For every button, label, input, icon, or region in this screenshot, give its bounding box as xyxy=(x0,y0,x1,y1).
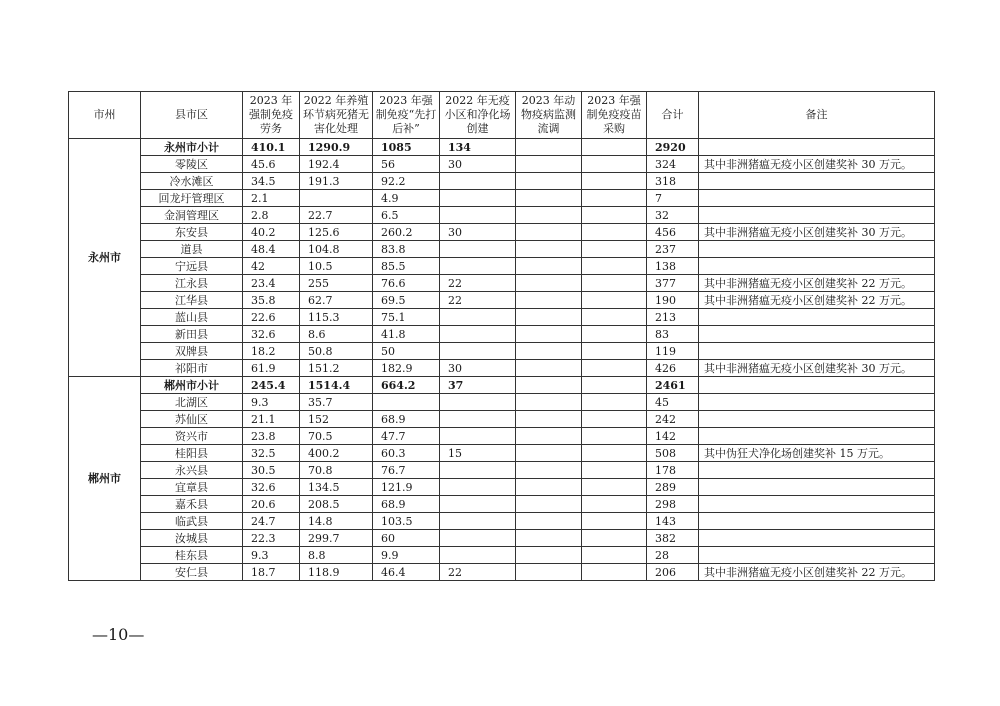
value-cell: 60 xyxy=(373,530,440,547)
value-cell: 35.8 xyxy=(243,292,300,309)
value-cell: 22 xyxy=(440,564,516,581)
table-row xyxy=(69,360,935,377)
value-cell: 22.6 xyxy=(243,309,300,326)
table-row xyxy=(69,258,935,275)
value-cell xyxy=(440,207,516,224)
table-row xyxy=(69,156,935,173)
value-cell xyxy=(516,428,582,445)
county-cell: 蓝山县 xyxy=(141,309,243,326)
table-row xyxy=(69,275,935,292)
value-cell: 2.1 xyxy=(243,190,300,207)
note-cell xyxy=(699,258,935,275)
value-cell: 32.6 xyxy=(243,326,300,343)
column-header: 2023 年强制免疫疫苗采购 xyxy=(582,92,647,139)
value-cell: 32.6 xyxy=(243,479,300,496)
value-cell xyxy=(516,275,582,292)
county-cell: 回龙圩管理区 xyxy=(141,190,243,207)
value-cell xyxy=(582,241,647,258)
value-cell: 22.3 xyxy=(243,530,300,547)
table-row xyxy=(69,462,935,479)
value-cell: 22.7 xyxy=(300,207,373,224)
value-cell: 35.7 xyxy=(300,394,373,411)
value-cell xyxy=(582,479,647,496)
column-header: 2023 年强制免疫“先打后补” xyxy=(373,92,440,139)
value-cell: 32.5 xyxy=(243,445,300,462)
value-cell: 50 xyxy=(373,343,440,360)
value-cell xyxy=(516,513,582,530)
subtotal-row xyxy=(69,139,935,156)
column-header: 2023 年强制免疫劳务 xyxy=(243,92,300,139)
value-cell xyxy=(516,377,582,394)
value-cell xyxy=(516,462,582,479)
county-cell: 祁阳市 xyxy=(141,360,243,377)
value-cell: 40.2 xyxy=(243,224,300,241)
value-cell xyxy=(516,241,582,258)
note-cell: 其中伪狂犬净化场创建奖补 15 万元。 xyxy=(699,445,935,462)
value-cell: 190 xyxy=(647,292,699,309)
value-cell xyxy=(440,326,516,343)
value-cell: 34.5 xyxy=(243,173,300,190)
county-cell: 资兴市 xyxy=(141,428,243,445)
value-cell: 260.2 xyxy=(373,224,440,241)
value-cell: 30 xyxy=(440,156,516,173)
note-cell: 其中非洲猪瘟无疫小区创建奖补 30 万元。 xyxy=(699,156,935,173)
value-cell: 410.1 xyxy=(243,139,300,156)
table-row xyxy=(69,241,935,258)
county-cell: 宁远县 xyxy=(141,258,243,275)
table-body xyxy=(69,139,935,581)
table-row xyxy=(69,564,935,581)
value-cell: 30.5 xyxy=(243,462,300,479)
note-cell: 其中非洲猪瘟无疫小区创建奖补 22 万元。 xyxy=(699,564,935,581)
value-cell: 62.7 xyxy=(300,292,373,309)
value-cell: 6.5 xyxy=(373,207,440,224)
value-cell: 8.6 xyxy=(300,326,373,343)
value-cell: 191.3 xyxy=(300,173,373,190)
value-cell xyxy=(440,530,516,547)
value-cell: 151.2 xyxy=(300,360,373,377)
value-cell: 22 xyxy=(440,275,516,292)
value-cell: 1514.4 xyxy=(300,377,373,394)
value-cell xyxy=(516,292,582,309)
table-row xyxy=(69,309,935,326)
value-cell: 237 xyxy=(647,241,699,258)
value-cell: 85.5 xyxy=(373,258,440,275)
value-cell xyxy=(516,139,582,156)
value-cell xyxy=(582,411,647,428)
value-cell xyxy=(582,547,647,564)
value-cell: 456 xyxy=(647,224,699,241)
value-cell: 24.7 xyxy=(243,513,300,530)
table-row xyxy=(69,207,935,224)
value-cell: 45.6 xyxy=(243,156,300,173)
county-cell: 永州市小计 xyxy=(141,139,243,156)
value-cell: 508 xyxy=(647,445,699,462)
value-cell xyxy=(582,445,647,462)
note-cell xyxy=(699,428,935,445)
value-cell: 213 xyxy=(647,309,699,326)
value-cell: 70.5 xyxy=(300,428,373,445)
value-cell: 75.1 xyxy=(373,309,440,326)
value-cell: 242 xyxy=(647,411,699,428)
value-cell: 48.4 xyxy=(243,241,300,258)
value-cell: 289 xyxy=(647,479,699,496)
table-row xyxy=(69,173,935,190)
page-number: —10— xyxy=(92,625,145,644)
county-cell: 临武县 xyxy=(141,513,243,530)
county-cell: 嘉禾县 xyxy=(141,496,243,513)
value-cell: 21.1 xyxy=(243,411,300,428)
note-cell xyxy=(699,411,935,428)
city-cell: 永州市 xyxy=(69,139,141,377)
value-cell xyxy=(582,462,647,479)
value-cell: 45 xyxy=(647,394,699,411)
value-cell xyxy=(516,343,582,360)
value-cell xyxy=(440,428,516,445)
value-cell xyxy=(516,479,582,496)
value-cell: 8.8 xyxy=(300,547,373,564)
value-cell: 23.8 xyxy=(243,428,300,445)
value-cell: 20.6 xyxy=(243,496,300,513)
value-cell xyxy=(516,394,582,411)
value-cell: 23.4 xyxy=(243,275,300,292)
table-row xyxy=(69,479,935,496)
note-cell xyxy=(699,139,935,156)
table-header xyxy=(69,92,935,139)
note-cell: 其中非洲猪瘟无疫小区创建奖补 22 万元。 xyxy=(699,292,935,309)
value-cell: 142 xyxy=(647,428,699,445)
value-cell xyxy=(440,258,516,275)
value-cell: 2461 xyxy=(647,377,699,394)
value-cell: 245.4 xyxy=(243,377,300,394)
value-cell xyxy=(582,173,647,190)
value-cell: 125.6 xyxy=(300,224,373,241)
value-cell: 377 xyxy=(647,275,699,292)
table-row xyxy=(69,496,935,513)
column-header: 2022 年无疫小区和净化场创建 xyxy=(440,92,516,139)
column-header: 市州 xyxy=(69,92,141,139)
value-cell xyxy=(440,513,516,530)
value-cell xyxy=(516,258,582,275)
county-cell: 桂东县 xyxy=(141,547,243,564)
value-cell xyxy=(440,309,516,326)
value-cell xyxy=(516,547,582,564)
value-cell xyxy=(582,190,647,207)
value-cell: 76.7 xyxy=(373,462,440,479)
value-cell: 426 xyxy=(647,360,699,377)
table-row xyxy=(69,530,935,547)
county-cell: 汝城县 xyxy=(141,530,243,547)
value-cell: 134 xyxy=(440,139,516,156)
value-cell xyxy=(516,173,582,190)
value-cell: 9.3 xyxy=(243,547,300,564)
value-cell: 92.2 xyxy=(373,173,440,190)
value-cell xyxy=(440,479,516,496)
table-row xyxy=(69,411,935,428)
value-cell: 7 xyxy=(647,190,699,207)
table-row xyxy=(69,428,935,445)
value-cell: 318 xyxy=(647,173,699,190)
note-cell xyxy=(699,513,935,530)
column-header: 2023 年动物疫病监测流调 xyxy=(516,92,582,139)
county-cell: 新田县 xyxy=(141,326,243,343)
value-cell: 70.8 xyxy=(300,462,373,479)
value-cell: 28 xyxy=(647,547,699,564)
note-cell xyxy=(699,547,935,564)
value-cell xyxy=(300,190,373,207)
value-cell: 18.7 xyxy=(243,564,300,581)
note-cell xyxy=(699,377,935,394)
county-cell: 江华县 xyxy=(141,292,243,309)
value-cell xyxy=(516,190,582,207)
note-cell: 其中非洲猪瘟无疫小区创建奖补 30 万元。 xyxy=(699,224,935,241)
value-cell: 4.9 xyxy=(373,190,440,207)
table-row xyxy=(69,394,935,411)
value-cell: 30 xyxy=(440,360,516,377)
note-cell: 其中非洲猪瘟无疫小区创建奖补 30 万元。 xyxy=(699,360,935,377)
value-cell: 15 xyxy=(440,445,516,462)
note-cell xyxy=(699,241,935,258)
value-cell: 14.8 xyxy=(300,513,373,530)
value-cell: 115.3 xyxy=(300,309,373,326)
column-header: 合计 xyxy=(647,92,699,139)
value-cell: 30 xyxy=(440,224,516,241)
value-cell xyxy=(516,207,582,224)
table-row xyxy=(69,190,935,207)
value-cell: 104.8 xyxy=(300,241,373,258)
county-cell: 东安县 xyxy=(141,224,243,241)
note-cell xyxy=(699,530,935,547)
note-cell xyxy=(699,394,935,411)
value-cell: 182.9 xyxy=(373,360,440,377)
value-cell xyxy=(440,496,516,513)
value-cell: 1290.9 xyxy=(300,139,373,156)
value-cell: 1085 xyxy=(373,139,440,156)
table-row xyxy=(69,292,935,309)
value-cell xyxy=(440,190,516,207)
value-cell xyxy=(516,360,582,377)
value-cell: 41.8 xyxy=(373,326,440,343)
value-cell xyxy=(373,394,440,411)
value-cell xyxy=(582,275,647,292)
value-cell xyxy=(582,360,647,377)
value-cell: 60.3 xyxy=(373,445,440,462)
note-cell xyxy=(699,343,935,360)
note-cell xyxy=(699,190,935,207)
value-cell xyxy=(440,394,516,411)
value-cell: 68.9 xyxy=(373,496,440,513)
value-cell: 61.9 xyxy=(243,360,300,377)
county-cell: 江永县 xyxy=(141,275,243,292)
value-cell: 299.7 xyxy=(300,530,373,547)
table-row xyxy=(69,224,935,241)
county-cell: 宜章县 xyxy=(141,479,243,496)
county-cell: 苏仙区 xyxy=(141,411,243,428)
value-cell: 255 xyxy=(300,275,373,292)
county-cell: 郴州市小计 xyxy=(141,377,243,394)
value-cell: 298 xyxy=(647,496,699,513)
value-cell xyxy=(440,547,516,564)
table-row xyxy=(69,343,935,360)
value-cell: 68.9 xyxy=(373,411,440,428)
value-cell: 18.2 xyxy=(243,343,300,360)
value-cell xyxy=(516,564,582,581)
value-cell: 206 xyxy=(647,564,699,581)
county-cell: 零陵区 xyxy=(141,156,243,173)
value-cell xyxy=(516,309,582,326)
value-cell: 208.5 xyxy=(300,496,373,513)
value-cell: 83.8 xyxy=(373,241,440,258)
value-cell xyxy=(582,496,647,513)
county-cell: 冷水滩区 xyxy=(141,173,243,190)
value-cell: 119 xyxy=(647,343,699,360)
value-cell: 134.5 xyxy=(300,479,373,496)
value-cell xyxy=(582,139,647,156)
value-cell xyxy=(440,411,516,428)
value-cell xyxy=(516,411,582,428)
value-cell: 152 xyxy=(300,411,373,428)
table-row xyxy=(69,547,935,564)
value-cell xyxy=(516,224,582,241)
value-cell: 10.5 xyxy=(300,258,373,275)
value-cell xyxy=(516,326,582,343)
county-cell: 永兴县 xyxy=(141,462,243,479)
value-cell: 143 xyxy=(647,513,699,530)
value-cell: 382 xyxy=(647,530,699,547)
county-cell: 双牌县 xyxy=(141,343,243,360)
value-cell xyxy=(516,156,582,173)
value-cell: 32 xyxy=(647,207,699,224)
note-cell xyxy=(699,326,935,343)
value-cell xyxy=(582,394,647,411)
value-cell: 324 xyxy=(647,156,699,173)
value-cell xyxy=(516,496,582,513)
note-cell xyxy=(699,462,935,479)
value-cell xyxy=(582,377,647,394)
value-cell xyxy=(516,445,582,462)
value-cell xyxy=(516,530,582,547)
value-cell xyxy=(582,258,647,275)
table-row xyxy=(69,326,935,343)
value-cell xyxy=(440,462,516,479)
note-cell xyxy=(699,173,935,190)
value-cell: 42 xyxy=(243,258,300,275)
county-cell: 道县 xyxy=(141,241,243,258)
column-header: 县市区 xyxy=(141,92,243,139)
value-cell xyxy=(582,326,647,343)
value-cell xyxy=(582,292,647,309)
value-cell: 400.2 xyxy=(300,445,373,462)
value-cell xyxy=(582,513,647,530)
value-cell: 2920 xyxy=(647,139,699,156)
county-cell: 北湖区 xyxy=(141,394,243,411)
value-cell: 192.4 xyxy=(300,156,373,173)
value-cell: 138 xyxy=(647,258,699,275)
note-cell: 其中非洲猪瘟无疫小区创建奖补 22 万元。 xyxy=(699,275,935,292)
value-cell: 76.6 xyxy=(373,275,440,292)
note-cell xyxy=(699,479,935,496)
value-cell xyxy=(582,207,647,224)
value-cell: 56 xyxy=(373,156,440,173)
value-cell: 46.4 xyxy=(373,564,440,581)
value-cell: 37 xyxy=(440,377,516,394)
column-header: 备注 xyxy=(699,92,935,139)
value-cell: 69.5 xyxy=(373,292,440,309)
note-cell xyxy=(699,309,935,326)
value-cell: 103.5 xyxy=(373,513,440,530)
value-cell xyxy=(440,343,516,360)
value-cell xyxy=(582,530,647,547)
table-row xyxy=(69,445,935,462)
county-cell: 安仁县 xyxy=(141,564,243,581)
value-cell: 121.9 xyxy=(373,479,440,496)
value-cell xyxy=(582,156,647,173)
value-cell: 50.8 xyxy=(300,343,373,360)
funding-table xyxy=(68,91,935,581)
value-cell xyxy=(582,309,647,326)
value-cell xyxy=(582,428,647,445)
subtotal-row xyxy=(69,377,935,394)
city-cell: 郴州市 xyxy=(69,377,141,581)
value-cell: 664.2 xyxy=(373,377,440,394)
value-cell: 9.9 xyxy=(373,547,440,564)
value-cell xyxy=(582,564,647,581)
value-cell: 118.9 xyxy=(300,564,373,581)
value-cell xyxy=(440,173,516,190)
value-cell xyxy=(582,224,647,241)
note-cell xyxy=(699,496,935,513)
value-cell: 9.3 xyxy=(243,394,300,411)
note-cell xyxy=(699,207,935,224)
county-cell: 金洞管理区 xyxy=(141,207,243,224)
value-cell: 47.7 xyxy=(373,428,440,445)
value-cell: 178 xyxy=(647,462,699,479)
value-cell: 2.8 xyxy=(243,207,300,224)
table-row xyxy=(69,513,935,530)
value-cell: 83 xyxy=(647,326,699,343)
column-header: 2022 年养殖环节病死猪无害化处理 xyxy=(300,92,373,139)
value-cell: 22 xyxy=(440,292,516,309)
county-cell: 桂阳县 xyxy=(141,445,243,462)
value-cell xyxy=(440,241,516,258)
value-cell xyxy=(582,343,647,360)
